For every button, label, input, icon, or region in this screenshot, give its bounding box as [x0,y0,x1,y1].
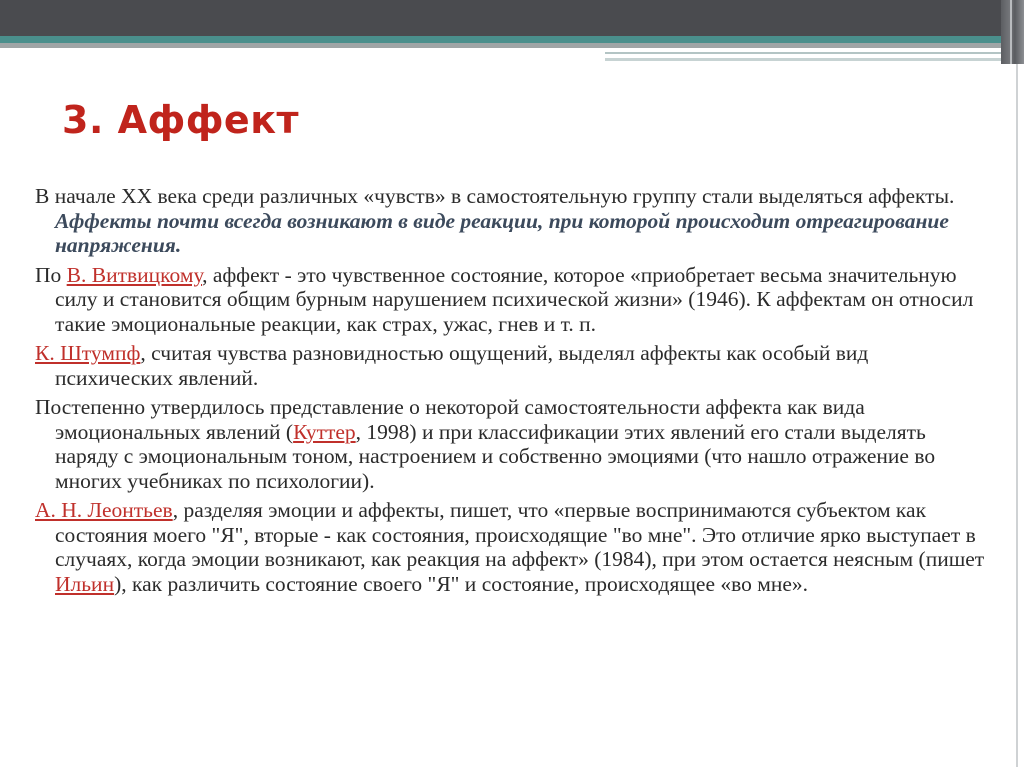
text-run: По [35,262,67,287]
author-link-kutter[interactable]: Куттер [293,419,356,444]
text-run: ), как различить состояние своего "Я" и состояние, происходящее «во мне». [114,571,809,596]
header-accent-line [605,58,1001,61]
slide-title: 3. Аффект [62,98,300,142]
text-run: , разделяя эмоции и аффекты, пишет, что «первые воспринимаются субъектом как состояния моего "Я", вторые - как состояния, происходящие "во мне". Это отличие ярко выступает в случаях, когда эмоции возникают, как реакция на аффект» (1984), при этом остается неясным (пишет [55,498,985,571]
text-run: Постепенно утвердилось представление о некоторой самостоятельности аффекта как вида эмоциональных явлений ( [35,395,865,444]
paragraph [35,498,985,596]
slide-body [35,184,985,601]
text-run: , считая чувства разновидностью ощущений, выделял аффекты как особый вид психических явлений. [55,341,869,390]
header-grey-stripe [0,43,1001,48]
text-run: В начале XX века среди различных «чувств» в самостоятельную группу стали выделяться аффекты. [35,184,955,208]
author-link-stumpf[interactable]: К. Штумпф [35,341,141,365]
header-accent-line [605,52,1001,54]
paragraph [35,341,985,390]
paragraph [35,184,985,258]
author-link-leontiev[interactable]: А. Н. Леонтьев [35,498,173,522]
header-teal-stripe [0,36,1001,43]
emphasis-text: Аффекты почти всегда возникают в виде реакции, при которой происходит отреагирование напряжения. [55,208,949,257]
paragraph [35,395,985,493]
author-link-ilyin[interactable]: Ильин [55,571,115,596]
header-band [0,0,1024,36]
text-run: , 1998) и при классификации этих явлений его стали выделять наряду с эмоциональным тоном, настроением и собственно эмоциями (что нашло отражение во многих учебниках по психологии). [55,419,936,493]
paragraph [35,263,985,337]
text-run: , аффект - это чувственное состояние, которое «приобретает весьма значительную силу и становится общим бурным нарушением психической жизни» (1946). К аффектам он относил такие эмоциональные реакции, как страх, ужас, гнев и т. п. [55,262,974,336]
author-link-vitvitsky[interactable]: В. Витвицкому [66,262,203,287]
header-right-bar [1001,0,1024,64]
